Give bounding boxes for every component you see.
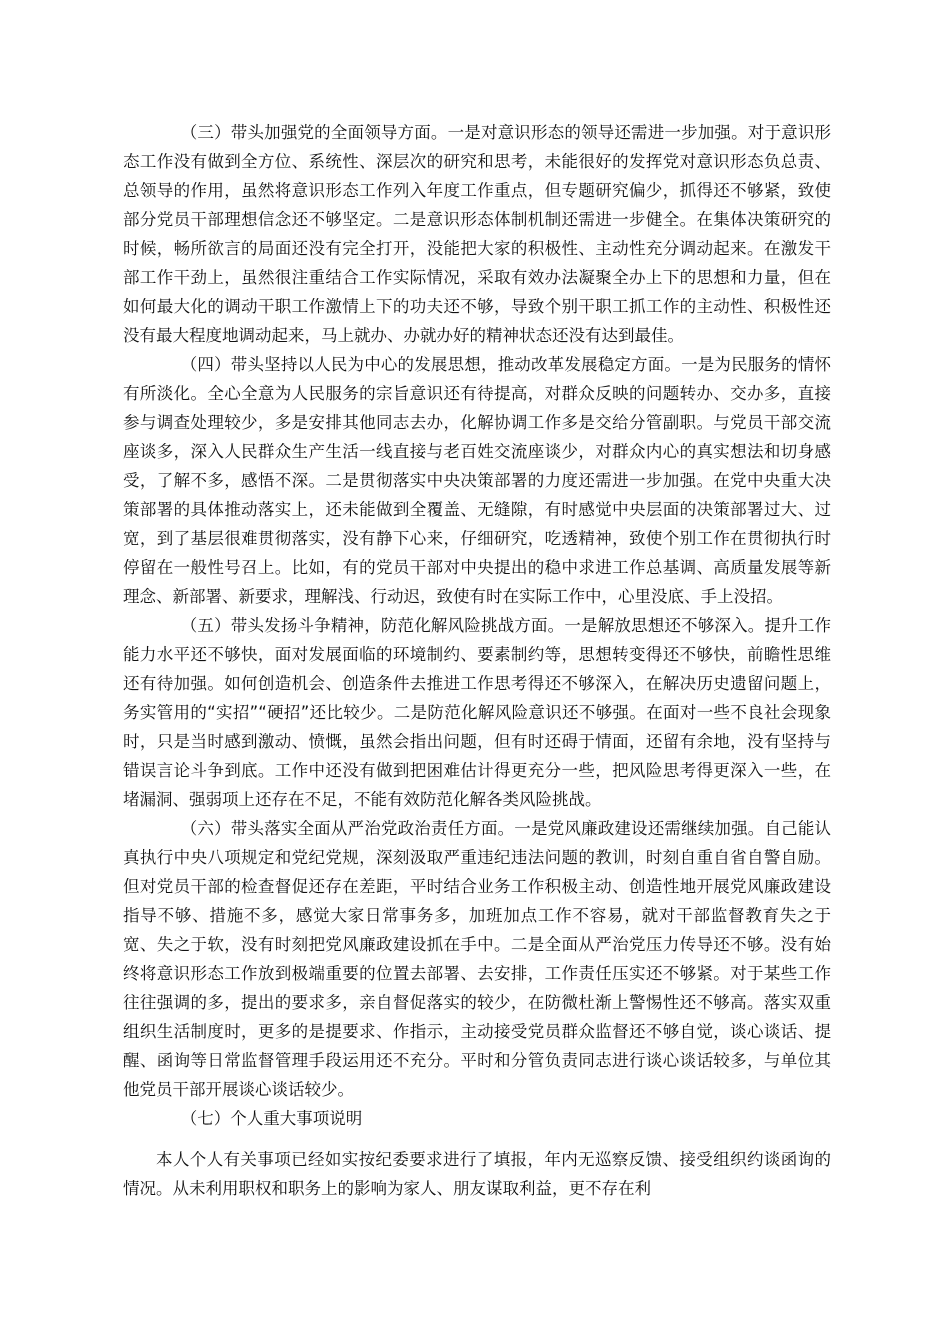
paragraph-section-7-body: 本人个人有关事项已经如实按纪委要求进行了填报，年内无巡察反馈、接受组织约谈函询的情况。从未利用职权和职务上的影响为家人、朋友谋取利益，更不存在利 [123, 1150, 831, 1198]
paragraph-section-4: （四）带头坚持以人民为中心的发展思想，推动改革发展稳定方面。一是为民服务的情怀有所淡化。全心全意为人民服务的宗旨意识还有待提高，对群众反映的问题转办、交办多，直接参与调查处理较少，多是安排其他同志去办，化解协调工作多是交给分管副职。与党员干部交流座谈多，深入人民群众生产生活一线直接与老百姓交流座谈少，对群众内心的真实想法和切身感受，了解不多，感悟不深。二是贯彻落实中央决策部署的力度还需进一步加强。在党中央重大决策部署的具体推动落实上，还未能做到全覆盖、无缝隙，有时感觉中央层面的决策部署过大、过宽，到了基层很难贯彻落实，没有静下心来，仔细研究，吃透精神，致使个别工作在贯彻执行时停留在一般性号召上。比如，有的党员干部对中央提出的稳中求进工作总基调、高质量发展等新理念、新部署、新要求，理解浅、行动迟，致使有时在实际工作中，心里没底、手上没招。 [123, 355, 831, 606]
section-7-heading: （七）个人重大事项说明 [180, 1109, 363, 1128]
paragraph-section-5: （五）带头发扬斗争精神，防范化解风险挑战方面。一是解放思想还不够深入。提升工作能力水平还不够快，面对发展面临的环境制约、要素制约等，思想转变得还不够快，前瞻性思维还有待加强。如何创造机会、创造条件去推进工作思考得还不够深入，在解决历史遗留问题上，务实管用的“实招”“硬招”还比较少。二是防范化解风险意识还不够强。在面对一些不良社会现象时，只是当时感到激动、愤慨，虽然会指出问题，但有时还碍于情面，还留有余地，没有坚持与错误言论斗争到底。工作中还没有做到把困难估计得更充分一些，把风险思考得更深入一些，在堵漏洞、强弱项上还存在不足，不能有效防范化解各类风险挑战。 [123, 616, 831, 809]
paragraph-section-3: （三）带头加强党的全面领导方面。一是对意识形态的领导还需进一步加强。对于意识形态工作没有做到全方位、系统性、深层次的研究和思考，未能很好的发挥党对意识形态负总责、总领导的作用，虽然将意识形态工作列入年度工作重点，但专题研究偏少，抓得还不够紧，致使部分党员干部理想信念还不够坚定。二是意识形态体制机制还需进一步健全。在集体决策研究的时候，畅所欲言的局面还没有完全打开，没能把大家的积极性、主动性充分调动起来。在激发干部工作干劲上，虽然很注重结合工作实际情况，采取有效办法凝聚全办上下的思想和力量，但在如何最大化的调动干职工作激情上下的功夫还不够，导致个别干职工抓工作的主动性、积极性还没有最大程度地调动起来，马上就办、办就办好的精神状态还没有达到最佳。 [123, 123, 831, 345]
paragraph-section-6: （六）带头落实全面从严治党政治责任方面。一是党风廉政建设还需继续加强。自己能认真执行中央八项规定和党纪党规，深刻汲取严重违纪违法问题的教训，时刻自重自省自警自励。但对党员干部的检查督促还存在差距，平时结合业务工作积极主动、创造性地开展党风廉政建设指导不够、措施不多，感觉大家日常事务多，加班加点工作不容易，就对干部监督教育失之于宽、失之于软，没有时刻把党风廉政建设抓在手中。二是全面从严治党压力传导还不够。没有始终将意识形态工作放到极端重要的位置去部署、去安排，工作责任压实还不够紧。对于某些工作往往强调的多，提出的要求多，亲自督促落实的较少，在防微杜渐上警惕性还不够高。落实双重组织生活制度时，更多的是提要求、作指示，主动接受党员群众监督还不够自觉，谈心谈话、提醒、函询等日常监督管理手段运用还不充分。平时和分管负责同志进行谈心谈话较多，与单位其他党员干部开展谈心谈话较少。 [123, 819, 831, 1099]
document-page [123, 118, 831, 1203]
